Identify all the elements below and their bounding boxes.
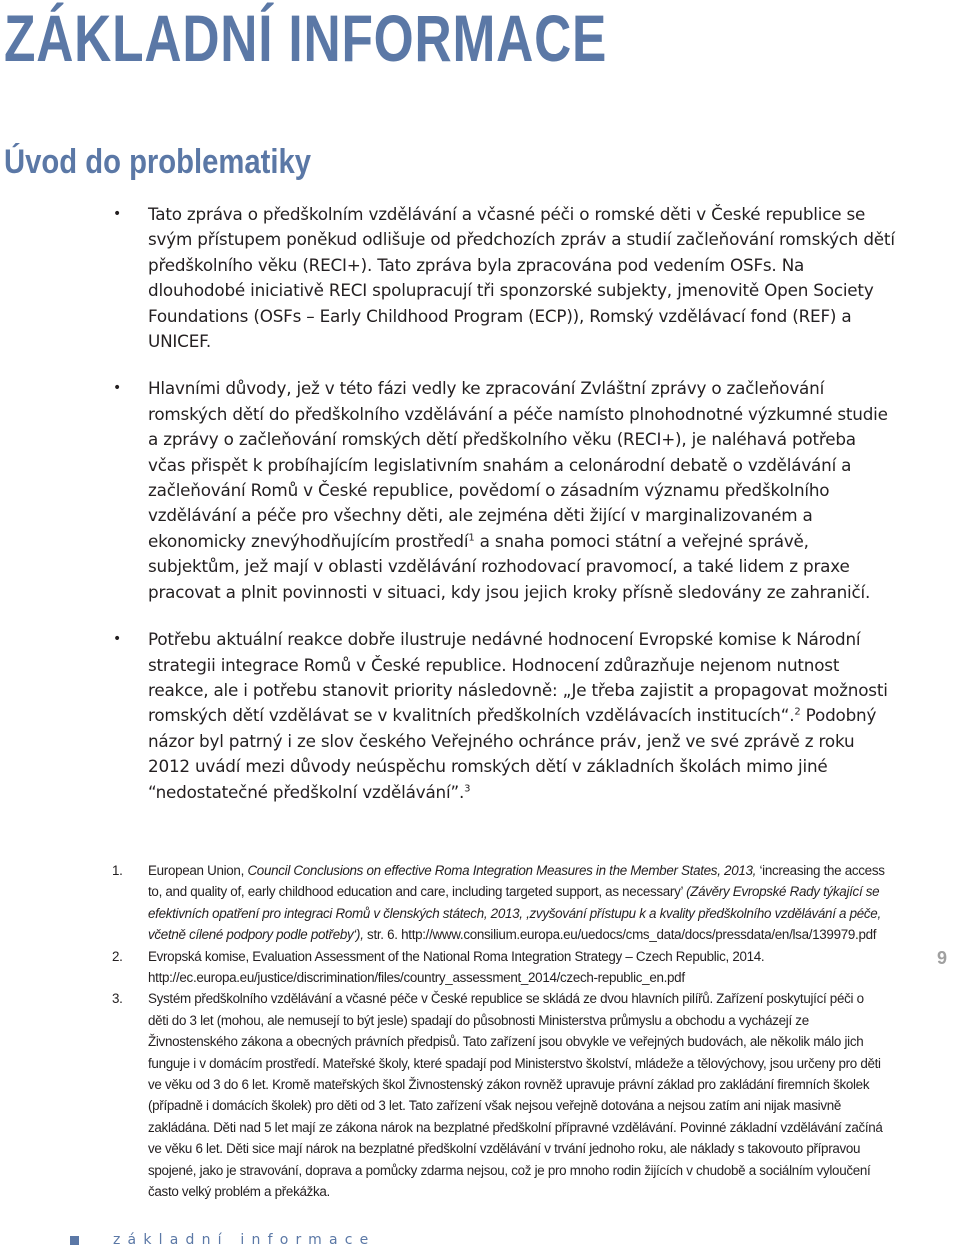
footnote-item <box>0 988 886 1202</box>
footnote-number: 2. <box>112 948 123 964</box>
footnote-link: str. 6. http://www.consilium.europa.eu/uedocs/cms_data/docs/pressdata/en/lsa/139979.pdf <box>363 927 877 943</box>
footnote-text: Systém předškolního vzdělávání a včasné péče v České republice se skládá ze dvou hlavních pilířů. Zařízení poskytující péči o děti do 3 let (mohou, ale nemusejí to být jesle) spadají do působnosti Ministerstva průmyslu a obchodu a vycházejí ze Živnostenského zákona a obecných právních předpisů. Tato zařízení jsou obvykle ve veřejných budovách, ale několik málo jich funguje i v domácím prostředí. Mateřské školy, které spadají pod Ministerstvo školství, mládeže a tělovýchovy, jsou určeny pro děti ve věku od 3 do 6 let. Kromě mateřských škol Živnostenský zákon rovněž upravuje právní základ pro zakládání firemních školek (případně i domácích školek) pro děti od 3 let. Tato zařízení však nejsou veřejně dotována a nejsou zatím ani nijak masivně zakládána. Děti nad 5 let mají ze zákona nárok na bezplatné předškolní přípravné vzdělávání. Povinné základní vzdělávání začíná ve věku 6 let. Děti sice mají nárok na bezplatné předškolní vzdělávání v trvání jednoho roku, ale náklady s takovouto přípravou spojené, jako je stravování, doprava a pomůcky zdarma nejsou, což je pro mnoho rodin žijících v chudobě a sociálním vyloučení často velký problém a překážka. <box>148 991 883 1200</box>
bullet-text: Hlavními důvody, jež v této fázi vedly ke zpracování Zvláštní zprávy o začleňování romských dětí do předškolního vzdělávání a péče namísto plnohodnotné výzkumné studie a zprávy o začleňování romských dětí předškolního věku (RECI+), je naléhavá potřeba včas přispět k probíhajícím legislativním snahám a celonárodní debatě o vzdělávání a začleňování Romů v České republice, povědomí o zásadním významu předškolního vzdělávání a péče pro všechny děti, ale zejména děti žijící v marginalizovaném a ekonomicky znevýhodňujícím prostředí <box>148 378 888 551</box>
page-number: 9 <box>937 948 948 968</box>
footnote-translation: (Závěry Evropské Rady týkající se efektivních opatření pro integraci Romů v členských státech, 2013, ,zvyšování přístupu k a kvality předškolního vzdělávání a péče, včetně cílené podpory podle potřeby‘), <box>148 884 881 943</box>
bullet-item <box>0 202 896 354</box>
square-icon <box>70 1236 79 1245</box>
footnote-number: 3. <box>112 991 123 1007</box>
section-heading: Úvod do problematiky <box>4 143 312 181</box>
bullet-icon: • <box>113 380 122 397</box>
bullet-text: Tato zpráva o předškolním vzdělávání a včasné péči o romské děti v České republice se svým přístupem poněkud odlišuje od předchozích zpráv a studií začleňování romských dětí předškolního věku (RECI+). Tato zpráva byla zpracována pod vedením OSFs. Na dlouhodobé iniciativě RECI spolupracují tři sponzorské subjekty, jmenovitě Open Society Foundations (OSFs – Early Childhood Program (ECP)), Romský vzdělávací fond (REF) a UNICEF. <box>148 204 895 352</box>
page-title: ZÁKLADNÍ INFORMACE <box>4 1 608 75</box>
bullet-text: a snaha pomoci státní a veřejné správě, subjektům, jež mají v oblasti vzdělávání rozhodovací pravomocí, a také lidem z praxe pracovat a plnit povinnosti v situaci, kdy jsou jejich kroky přísně sledovány ze zahraničí. <box>148 530 871 602</box>
footnote-text: ‘increasing the access to, and quality of, early childhood education and care, including targeted support, as necessary’ <box>148 863 885 900</box>
footer-label: základní informace <box>113 1232 376 1248</box>
footnote-title: Council Conclusions on effective Roma Integration Measures in the Member States, 2013, <box>247 863 757 878</box>
footnote-item <box>0 946 886 989</box>
footnote-ref: 1 <box>468 532 475 544</box>
footnote-ref: 3 <box>464 782 471 794</box>
footnote-list <box>0 860 960 1203</box>
footnote-text: Evropská komise, Evaluation Assessment of the National Roma Integration Strategy – Czech Republic, 2014. http://ec.europa.eu/justice/discrimination/files/country_assessment_2014/czech-republic_en.pdf <box>148 948 765 986</box>
footnote-text: European Union, <box>148 863 248 878</box>
bullet-list <box>0 202 960 827</box>
bullet-icon: • <box>113 206 122 222</box>
footnote-ref: 2 <box>794 706 801 718</box>
bullet-text: Potřebu aktuální reakce dobře ilustruje nedávné hodnocení Evropské komise k Národní strategii integrace Romů v České republice. Hodnocení zdůrazňuje nejenom nutnost reakce, ale i potřebu stanovit priority následovně: „Je třeba zajistit a propagovat možnosti romských dětí vzdělávat se v kvalitních předškolních vzdělávacích institucích“. <box>148 629 888 726</box>
bullet-item <box>0 376 896 605</box>
footnote-number: 1. <box>112 863 123 878</box>
page-footer <box>70 1232 376 1248</box>
bullet-text: Podobný názor byl patrný i ze slov českého Veřejného ochránce práv, jenž ve své zprávě z roku 2012 uvádí mezi důvody neúspěchu romských dětí v základních školách mimo jiné “nedostatečné předškolní vzdělávání”. <box>148 705 877 802</box>
bullet-item <box>0 627 896 805</box>
bullet-icon: • <box>113 631 122 648</box>
footnote-item <box>0 860 886 946</box>
